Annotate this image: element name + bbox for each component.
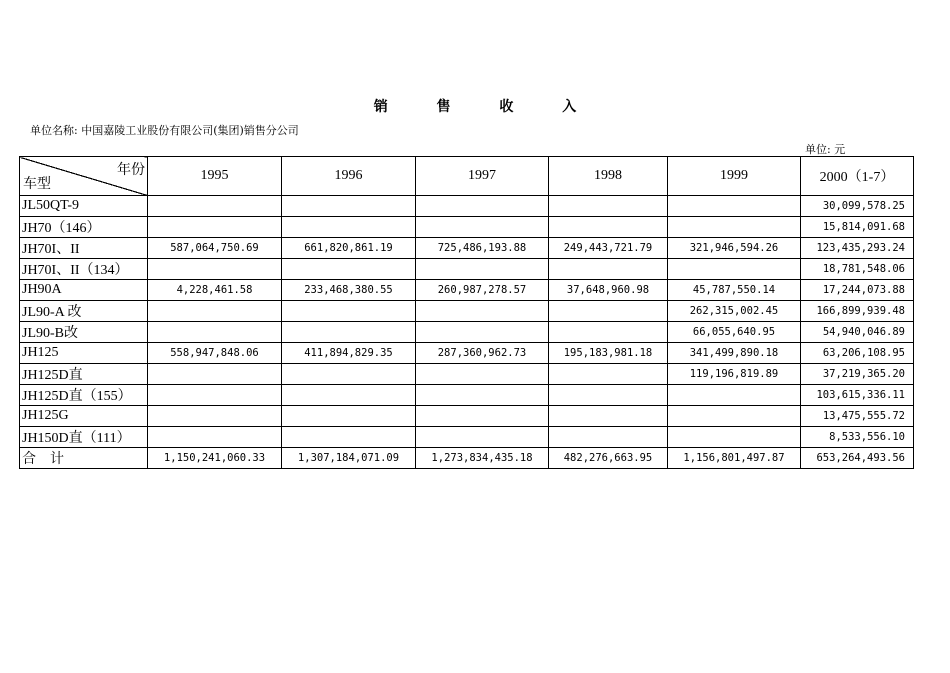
table-row xyxy=(20,238,914,259)
year-column-header: 1999 xyxy=(668,157,801,196)
model-name-cell: JH70I、II xyxy=(20,238,148,259)
revenue-value-cell: 15,814,091.68 xyxy=(801,217,914,238)
revenue-value-cell: 45,787,550.14 xyxy=(668,280,801,301)
revenue-value-cell xyxy=(416,301,549,322)
revenue-value-cell xyxy=(148,427,282,448)
model-name-cell: JH70（146） xyxy=(20,217,148,238)
revenue-value-cell: 8,533,556.10 xyxy=(801,427,914,448)
revenue-value-cell: 119,196,819.89 xyxy=(668,364,801,385)
revenue-value-cell: 262,315,002.45 xyxy=(668,301,801,322)
revenue-value-cell xyxy=(549,259,668,280)
revenue-value-cell xyxy=(416,406,549,427)
revenue-value-cell: 725,486,193.88 xyxy=(416,238,549,259)
revenue-value-cell: 558,947,848.06 xyxy=(148,343,282,364)
table-row xyxy=(20,406,914,427)
revenue-value-cell xyxy=(549,385,668,406)
model-name-cell: JH125 xyxy=(20,343,148,364)
revenue-value-cell xyxy=(282,196,416,217)
model-name-cell: JH125D直 xyxy=(20,364,148,385)
total-value-cell: 1,156,801,497.87 xyxy=(668,448,801,469)
year-column-header: 1997 xyxy=(416,157,549,196)
revenue-value-cell xyxy=(416,217,549,238)
revenue-value-cell xyxy=(148,406,282,427)
company-name-label: 单位名称: 中国嘉陵工业股份有限公司(集团)销售分公司 xyxy=(30,124,299,137)
revenue-value-cell xyxy=(668,406,801,427)
revenue-value-cell xyxy=(148,385,282,406)
revenue-value-cell xyxy=(549,217,668,238)
revenue-value-cell: 166,899,939.48 xyxy=(801,301,914,322)
revenue-value-cell: 233,468,380.55 xyxy=(282,280,416,301)
revenue-value-cell: 66,055,640.95 xyxy=(668,322,801,343)
revenue-value-cell xyxy=(549,301,668,322)
revenue-value-cell xyxy=(282,406,416,427)
revenue-value-cell: 321,946,594.26 xyxy=(668,238,801,259)
revenue-value-cell xyxy=(549,322,668,343)
total-value-cell: 1,150,241,060.33 xyxy=(148,448,282,469)
total-row xyxy=(20,448,914,469)
revenue-value-cell xyxy=(282,427,416,448)
revenue-value-cell xyxy=(282,364,416,385)
model-name-cell: JH125D直（155） xyxy=(20,385,148,406)
revenue-value-cell: 18,781,548.06 xyxy=(801,259,914,280)
revenue-value-cell xyxy=(148,364,282,385)
revenue-value-cell: 13,475,555.72 xyxy=(801,406,914,427)
revenue-value-cell xyxy=(148,322,282,343)
revenue-value-cell: 123,435,293.24 xyxy=(801,238,914,259)
table-row xyxy=(20,217,914,238)
report-title: 销 售 收 入 xyxy=(373,99,599,115)
revenue-value-cell xyxy=(282,322,416,343)
revenue-value-cell: 30,099,578.25 xyxy=(801,196,914,217)
revenue-value-cell xyxy=(549,427,668,448)
revenue-value-cell: 260,987,278.57 xyxy=(416,280,549,301)
model-name-cell: JH150D直（111） xyxy=(20,427,148,448)
table-row xyxy=(20,259,914,280)
total-value-cell: 1,273,834,435.18 xyxy=(416,448,549,469)
table-row xyxy=(20,343,914,364)
model-name-cell: JL90-A 改 xyxy=(20,301,148,322)
year-column-header: 1998 xyxy=(549,157,668,196)
revenue-value-cell xyxy=(282,259,416,280)
year-column-header: 2000（1-7） xyxy=(801,157,914,196)
revenue-value-cell xyxy=(668,385,801,406)
revenue-value-cell xyxy=(148,196,282,217)
revenue-value-cell xyxy=(668,217,801,238)
revenue-value-cell: 287,360,962.73 xyxy=(416,343,549,364)
sales-revenue-table xyxy=(19,156,914,469)
revenue-value-cell xyxy=(549,196,668,217)
revenue-value-cell: 195,183,981.18 xyxy=(549,343,668,364)
model-header-label: 车型 xyxy=(23,177,51,192)
model-name-cell: JL50QT-9 xyxy=(20,196,148,217)
revenue-value-cell xyxy=(668,259,801,280)
revenue-value-cell: 54,940,046.89 xyxy=(801,322,914,343)
revenue-value-cell xyxy=(148,217,282,238)
table-row xyxy=(20,301,914,322)
year-header-label: 年份 xyxy=(117,163,145,178)
revenue-value-cell xyxy=(148,259,282,280)
revenue-value-cell xyxy=(549,364,668,385)
revenue-value-cell: 17,244,073.88 xyxy=(801,280,914,301)
model-name-cell: JL90-B改 xyxy=(20,322,148,343)
header-row xyxy=(20,157,914,196)
revenue-value-cell: 103,615,336.11 xyxy=(801,385,914,406)
revenue-value-cell: 341,499,890.18 xyxy=(668,343,801,364)
total-label: 合计 xyxy=(20,448,148,469)
revenue-value-cell xyxy=(668,427,801,448)
revenue-value-cell xyxy=(416,322,549,343)
revenue-value-cell: 249,443,721.79 xyxy=(549,238,668,259)
revenue-value-cell xyxy=(416,196,549,217)
revenue-value-cell xyxy=(282,217,416,238)
table-row xyxy=(20,196,914,217)
table-row xyxy=(20,322,914,343)
table-row xyxy=(20,385,914,406)
table-row xyxy=(20,364,914,385)
year-column-header: 1996 xyxy=(282,157,416,196)
revenue-value-cell: 37,219,365.20 xyxy=(801,364,914,385)
total-value-cell: 482,276,663.95 xyxy=(549,448,668,469)
table-row xyxy=(20,280,914,301)
revenue-value-cell: 37,648,960.98 xyxy=(549,280,668,301)
revenue-value-cell: 411,894,829.35 xyxy=(282,343,416,364)
revenue-value-cell xyxy=(416,364,549,385)
revenue-value-cell xyxy=(416,385,549,406)
revenue-value-cell: 587,064,750.69 xyxy=(148,238,282,259)
unit-label: 单位: 元 xyxy=(805,143,846,156)
year-column-header: 1995 xyxy=(148,157,282,196)
model-name-cell: JH70I、II（134） xyxy=(20,259,148,280)
revenue-value-cell: 661,820,861.19 xyxy=(282,238,416,259)
revenue-value-cell: 63,206,108.95 xyxy=(801,343,914,364)
revenue-value-cell xyxy=(148,301,282,322)
total-value-cell: 1,307,184,071.09 xyxy=(282,448,416,469)
model-name-cell: JH125G xyxy=(20,406,148,427)
diagonal-header-cell xyxy=(20,157,148,196)
table-row xyxy=(20,427,914,448)
revenue-value-cell xyxy=(282,385,416,406)
model-name-cell: JH90A xyxy=(20,280,148,301)
revenue-value-cell xyxy=(416,259,549,280)
revenue-value-cell xyxy=(549,406,668,427)
total-value-cell: 653,264,493.56 xyxy=(801,448,914,469)
revenue-value-cell xyxy=(282,301,416,322)
revenue-value-cell: 4,228,461.58 xyxy=(148,280,282,301)
revenue-value-cell xyxy=(668,196,801,217)
revenue-value-cell xyxy=(416,427,549,448)
